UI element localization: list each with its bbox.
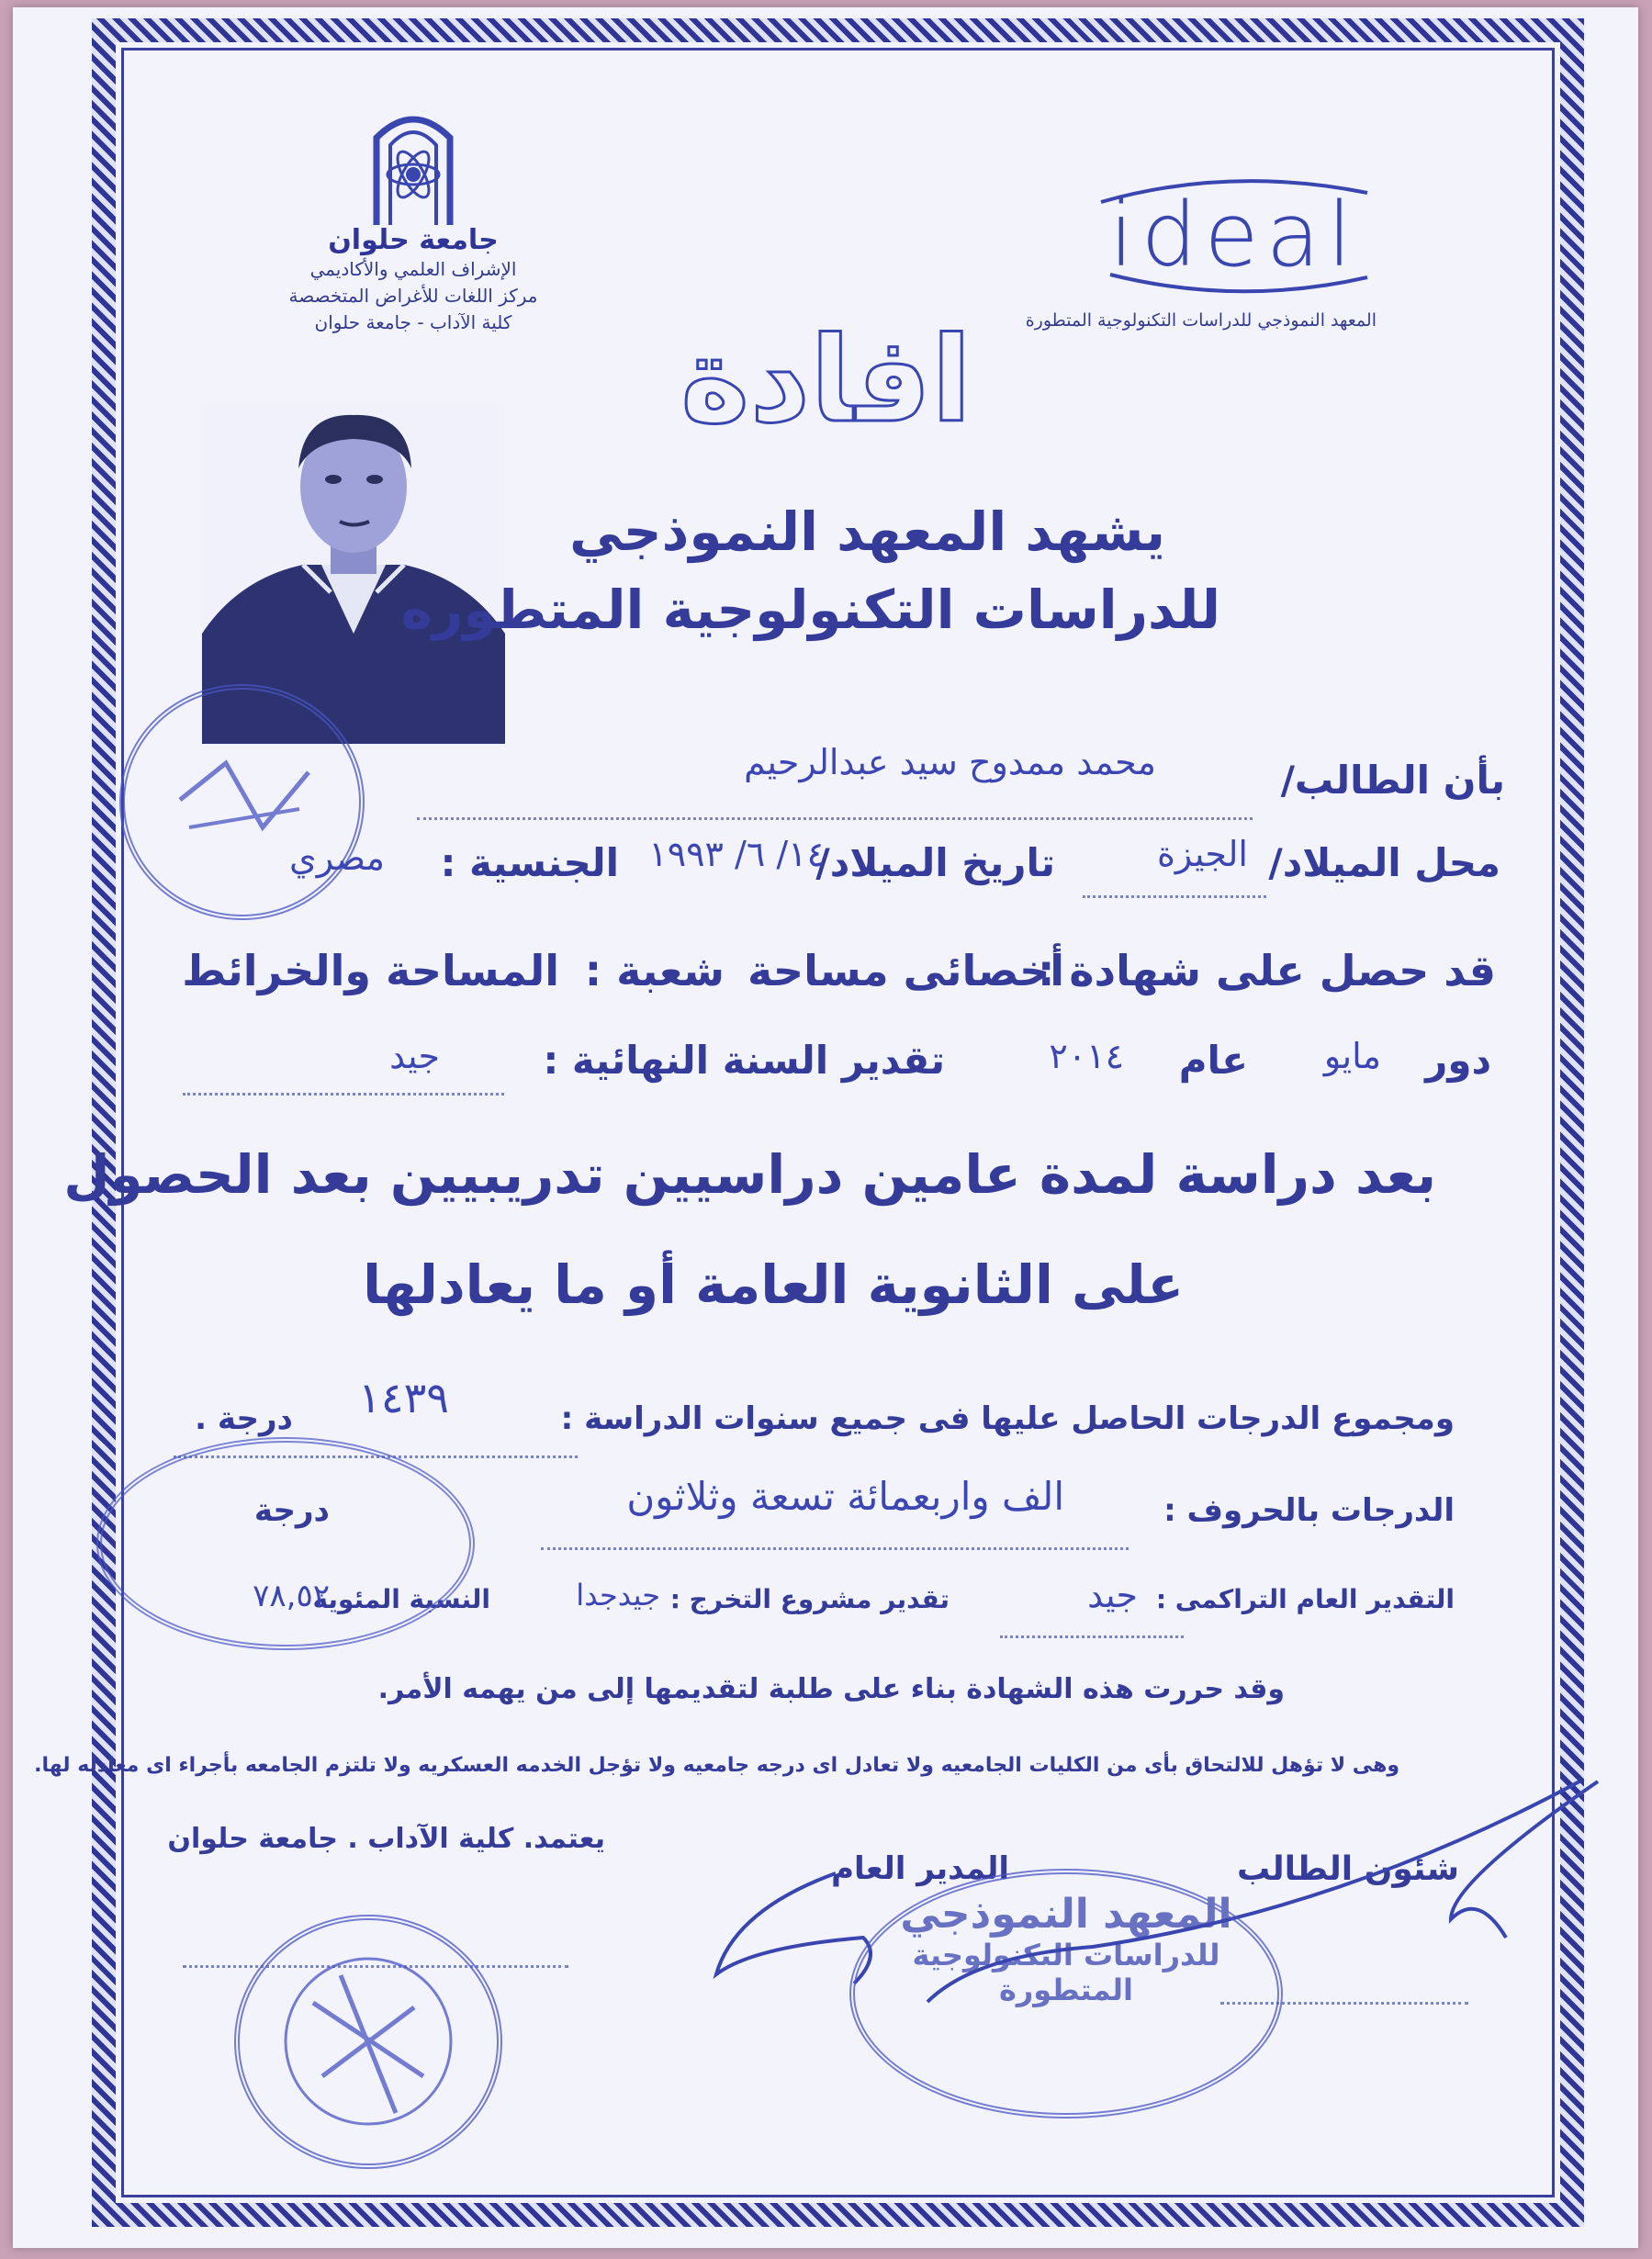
logo-line-3: كلية الآداب - جامعة حلوان: [314, 311, 512, 333]
seal-scribble-icon: [125, 690, 359, 915]
faculty-seal-stamp: [234, 1915, 502, 2169]
cumulative-label: التقدير العام التراكمى :: [1155, 1584, 1455, 1614]
branch-label: شعبة :: [584, 946, 725, 995]
disclaimer-note: وهى لا تؤهل للالتحاق بأى من الكليات الجامعيه ولا تعادل اى درجه جامعيه ولا تؤجل الخدمه العسكريه ولا تلتزم الجامعه بأجراء اى معادله لها.: [34, 1754, 1399, 1777]
percent-value: ٧٨,٥٢: [253, 1578, 330, 1614]
approval-signature: يعتمد. كلية الآداب . جامعة حلوان: [167, 1823, 605, 1855]
year-label: عام: [1178, 1038, 1248, 1083]
statement-line-2: على الثانوية العامة أو ما يعادلها: [363, 1253, 1184, 1316]
birthdate-label: تاريخ الميلاد/: [815, 840, 1055, 885]
total-value: ١٤٣٩: [358, 1373, 449, 1422]
final-grade-value: جيد: [389, 1036, 440, 1076]
institute-oval-stamp-left: [96, 1437, 475, 1650]
nationality-value: مصري: [288, 837, 385, 878]
document-title-text: افادة: [680, 312, 972, 449]
round-label: دور: [1425, 1038, 1491, 1083]
university-name: جامعة حلوان: [328, 224, 499, 256]
stamp-line-1: المعهد النموذجي: [900, 1891, 1232, 1938]
cert-value: أخصائى مساحة: [747, 946, 1064, 995]
helwan-logo: [239, 101, 588, 336]
logo-subtitle: المعهد النموذجي للدراسات التكنولوجية المتطورة: [1025, 310, 1377, 331]
branch-value: المساحة والخرائط: [182, 946, 559, 995]
project-label: تقدير مشروع التخرج :: [669, 1584, 950, 1614]
institute-oval-stamp-right: [849, 1869, 1283, 2119]
student-name-value: محمد ممدوح سيد عبدالرحيم: [744, 742, 1156, 782]
logo-line-1: الإشراف العلمي والأكاديمي: [309, 258, 517, 280]
total-label: ومجموع الدرجات الحاصل عليها فى جميع سنوات الدراسة :: [560, 1400, 1455, 1437]
student-affairs-signature: شئون الطالب: [1237, 1850, 1459, 1888]
birthdate-value: ١٤/ ٦/ ١٩٩٣: [648, 834, 826, 874]
final-grade-dots: [183, 1056, 504, 1096]
stamp-line-3: المتطورة: [998, 1972, 1134, 2007]
ideal-logo: [1025, 174, 1377, 331]
year-value: ٢٠١٤: [1049, 1036, 1124, 1076]
photo-seal-stamp: [119, 684, 365, 920]
stamp-line-2: للدراسات التكنولوجية: [912, 1938, 1220, 1972]
director-signature: المدير العام: [831, 1850, 1009, 1887]
project-value: جيدجدا: [576, 1578, 660, 1613]
student-dots: [417, 776, 1253, 820]
institute-line-2: للدراسات التكنولوجية المتطوره: [400, 579, 1220, 641]
final-grade-label: تقدير السنة النهائية :: [543, 1038, 945, 1083]
logo-word: ideal: [1108, 184, 1360, 287]
atom-emblem-icon: [344, 101, 482, 230]
words-value: الف واربعمائة تسعة وثلاثون: [626, 1474, 1064, 1519]
institute-line-1: يشهد المعهد النموذجي: [569, 500, 1165, 563]
total-unit: درجة .: [195, 1400, 293, 1437]
issued-note: وقد حررت هذه الشهادة بناء على طلبة لتقديمها إلى من يهمه الأمر.: [377, 1673, 1285, 1705]
seal-emblem-icon: [240, 1920, 497, 2163]
student-field-label: بأن الطالب/: [1280, 758, 1505, 803]
nationality-label: الجنسية :: [440, 840, 619, 885]
cumulative-value: جيد: [1087, 1575, 1138, 1615]
round-value: مايو: [1323, 1036, 1381, 1076]
birthplace-value: الجيزة: [1156, 834, 1248, 874]
percent-label: النسبة المئوية: [312, 1584, 490, 1614]
words-unit: درجة: [253, 1492, 330, 1529]
logo-line-2: مركز اللغات للأغراض المتخصصة: [288, 285, 538, 307]
birthplace-label: محل الميلاد/: [1268, 840, 1500, 885]
words-label: الدرجات بالحروف :: [1163, 1492, 1455, 1529]
cert-label: قد حصل على شهادة :: [1037, 946, 1496, 995]
statement-line-1: بعد دراسة لمدة عامين دراسيين تدريبيين بعد الحصول: [63, 1143, 1436, 1206]
